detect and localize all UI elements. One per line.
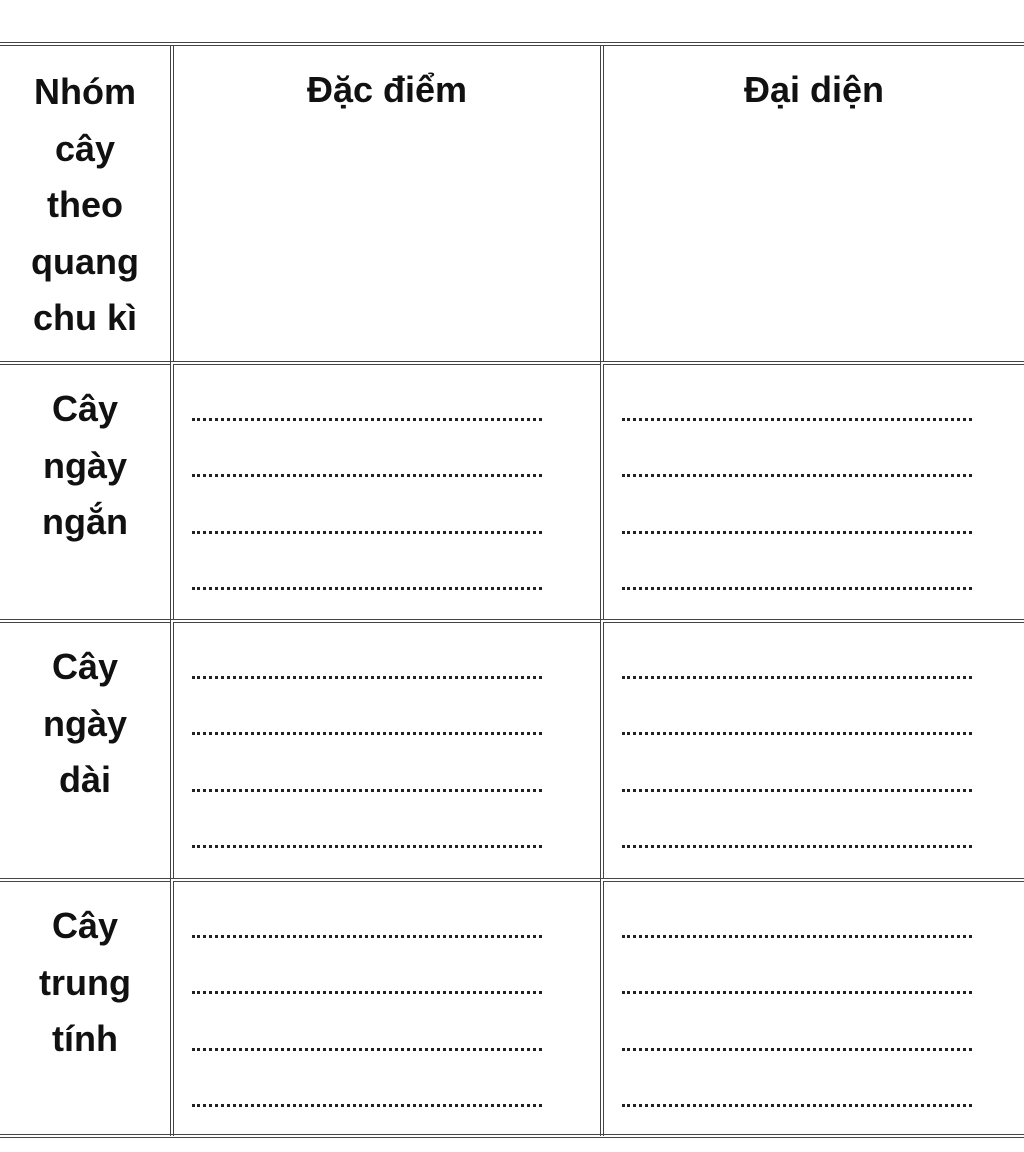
- blank-lines: [622, 906, 972, 1132]
- group-label-short-day: Cây ngày ngắn: [42, 388, 128, 542]
- header-examples-cell: [600, 46, 1024, 361]
- blank-lines: [192, 906, 542, 1132]
- blank-line: [622, 963, 972, 1020]
- examples-answer-short-day[interactable]: [600, 361, 1024, 619]
- features-answer-day-neutral[interactable]: [170, 878, 600, 1136]
- group-label-day-neutral: Cây trung tính: [39, 905, 131, 1059]
- blank-line: [192, 760, 542, 817]
- group-cell-day-neutral: [0, 878, 170, 1136]
- header-examples-label: Đại diện: [743, 69, 885, 110]
- blank-line: [622, 704, 972, 761]
- blank-lines: [622, 647, 972, 873]
- header-features-cell: [170, 46, 600, 361]
- header-features-label: Đặc điểm: [306, 69, 468, 110]
- blank-line: [622, 1019, 972, 1076]
- blank-lines: [192, 647, 542, 873]
- blank-line: [192, 817, 542, 874]
- blank-line: [622, 817, 972, 874]
- features-answer-long-day[interactable]: [170, 619, 600, 878]
- blank-line: [622, 502, 972, 559]
- blank-line: [192, 704, 542, 761]
- blank-line: [622, 647, 972, 704]
- blank-line: [192, 906, 542, 963]
- blank-line: [192, 446, 542, 503]
- plant-photoperiod-table: [0, 42, 1024, 1138]
- examples-answer-long-day[interactable]: [600, 619, 1024, 878]
- blank-line: [622, 446, 972, 503]
- blank-line: [192, 963, 542, 1020]
- header-group-cell: [0, 46, 170, 361]
- blank-line: [622, 559, 972, 616]
- group-cell-long-day: [0, 619, 170, 878]
- blank-line: [622, 1076, 972, 1133]
- group-label-long-day: Cây ngày dài: [42, 646, 128, 800]
- examples-answer-day-neutral[interactable]: [600, 878, 1024, 1136]
- features-answer-short-day[interactable]: [170, 361, 600, 619]
- header-group-label: Nhóm cây theo quang chu kì: [31, 71, 139, 338]
- group-cell-short-day: [0, 361, 170, 619]
- blank-lines: [622, 389, 972, 615]
- blank-line: [192, 502, 542, 559]
- blank-lines: [192, 389, 542, 615]
- blank-line: [622, 760, 972, 817]
- blank-line: [622, 389, 972, 446]
- blank-line: [192, 1076, 542, 1133]
- blank-line: [192, 647, 542, 704]
- blank-line: [192, 389, 542, 446]
- blank-line: [622, 906, 972, 963]
- blank-line: [192, 1019, 542, 1076]
- blank-line: [192, 559, 542, 616]
